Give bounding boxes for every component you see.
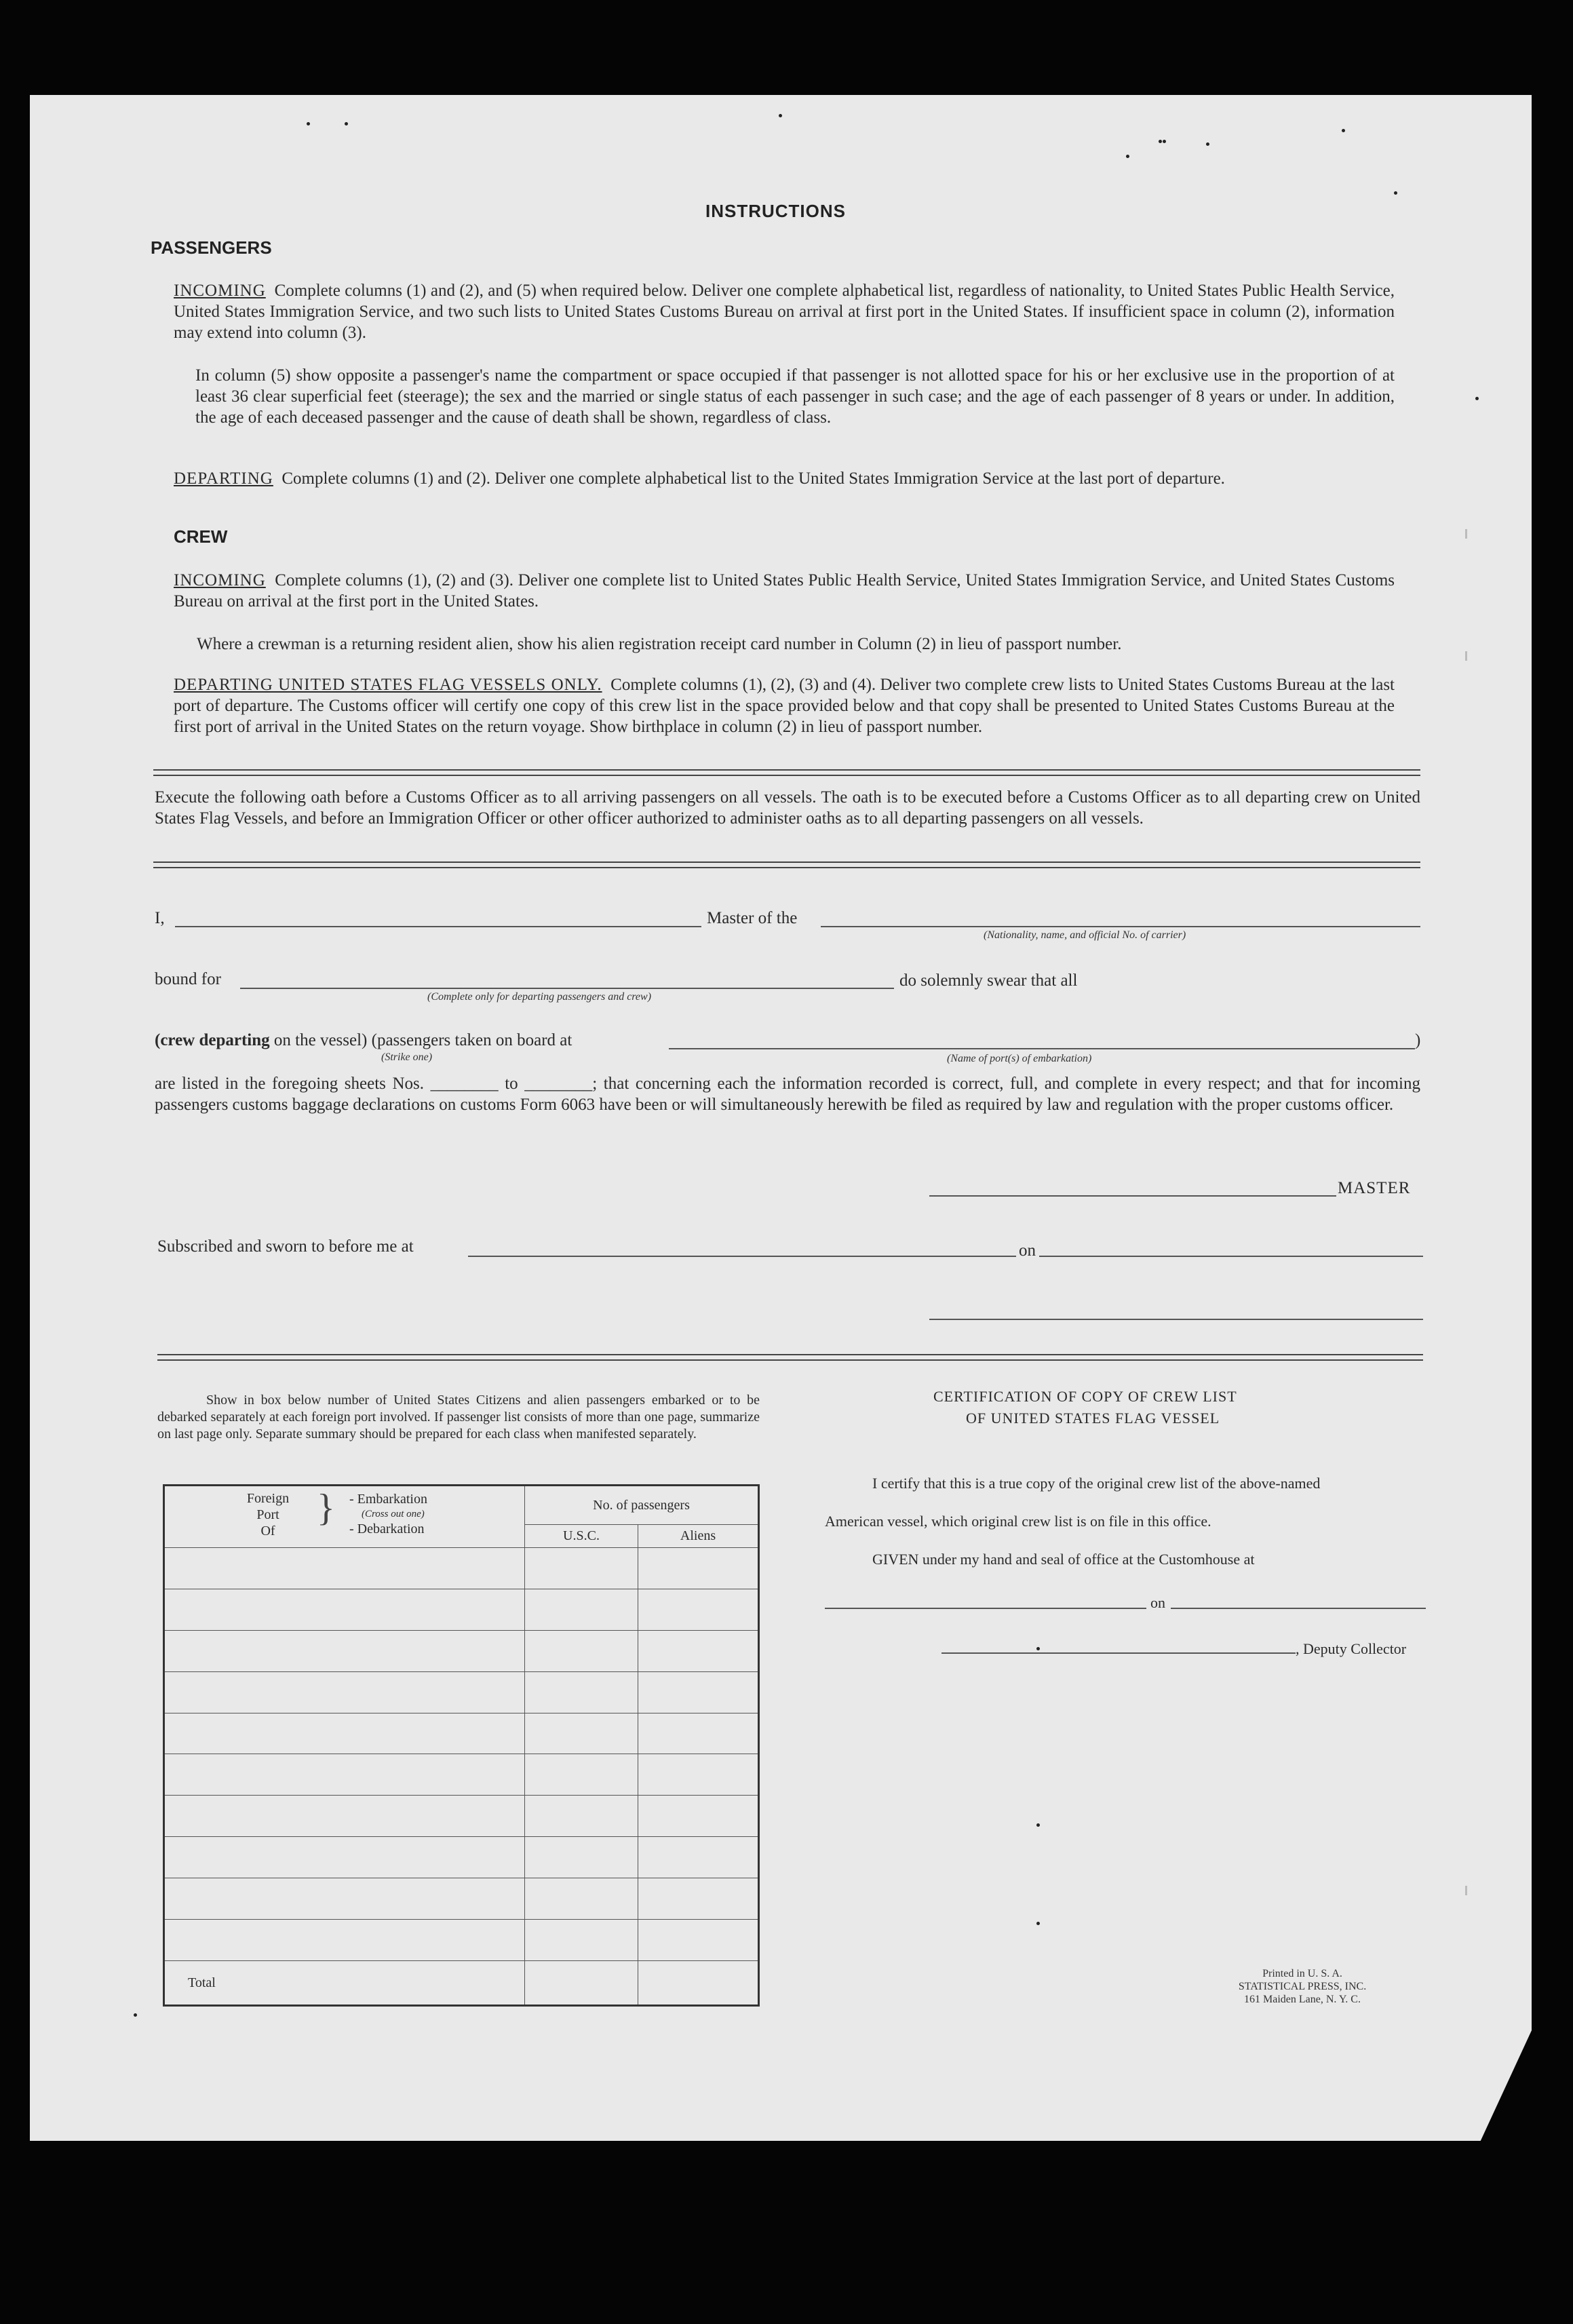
certify-text: I certify that this is a true copy of the original crew list of the above-named bbox=[872, 1475, 1321, 1492]
scan-speck bbox=[1036, 1823, 1040, 1827]
usc-cell[interactable] bbox=[525, 1837, 638, 1878]
table-row bbox=[164, 1671, 759, 1713]
aliens-cell[interactable] bbox=[638, 1796, 759, 1837]
total-row bbox=[164, 1961, 759, 2006]
scan-speck bbox=[134, 2013, 137, 2017]
aliens-cell[interactable] bbox=[638, 1837, 759, 1878]
certification-heading-line1: CERTIFICATION OF COPY OF CREW LIST bbox=[933, 1388, 1237, 1405]
aliens-cell[interactable] bbox=[638, 1671, 759, 1713]
aliens-total-cell[interactable] bbox=[638, 1961, 759, 2006]
embarkation-label: - Embarkation bbox=[349, 1492, 427, 1507]
table-row bbox=[164, 1630, 759, 1671]
usc-cell[interactable] bbox=[525, 1878, 638, 1920]
sworn-location-field[interactable] bbox=[468, 1256, 1016, 1257]
aliens-cell[interactable] bbox=[638, 1589, 759, 1630]
on-label: on bbox=[1019, 1241, 1036, 1260]
port-caption: (Name of port(s) of embarkation) bbox=[947, 1053, 1092, 1064]
aliens-cell[interactable] bbox=[638, 1878, 759, 1920]
table-row bbox=[164, 1548, 759, 1589]
scan-speck bbox=[345, 122, 348, 125]
no-of-passengers-header: No. of passengers bbox=[525, 1486, 759, 1525]
port-cell[interactable] bbox=[164, 1754, 525, 1796]
usc-total-cell[interactable] bbox=[525, 1961, 638, 2006]
aliens-cell[interactable] bbox=[638, 1920, 759, 1961]
scan-speck bbox=[307, 122, 310, 125]
passengers-taken-label: (passengers taken on board at bbox=[371, 1031, 572, 1049]
master-of-the-label: Master of the bbox=[707, 909, 798, 927]
passengers-departing-lead: DEPARTING bbox=[174, 469, 273, 488]
scan-speck bbox=[1206, 142, 1209, 146]
port-cell[interactable] bbox=[164, 1548, 525, 1589]
scan-speck bbox=[1475, 397, 1479, 400]
crew-incoming-lead: INCOMING bbox=[174, 571, 266, 589]
passengers-column5-paragraph: In column (5) show opposite a passenger's name the compartment or space occupied if that passenger is not allotted space for his or her exclusive use in the proportion of at least 36 clear superficial feet (steerage); the sex and the married or single status of each passenger in such case; and the age of each passenger of 8 years or under. In addition, the age of each deceased passenger and the cause of death shall be shown, regardless of class. bbox=[195, 366, 1395, 427]
port-cell[interactable] bbox=[164, 1589, 525, 1630]
port-label: Port bbox=[256, 1507, 279, 1522]
subscribed-label: Subscribed and sworn to before me at bbox=[157, 1237, 414, 1256]
scan-speck bbox=[1342, 129, 1345, 132]
usc-cell[interactable] bbox=[525, 1754, 638, 1796]
deputy-collector-signature-field[interactable] bbox=[941, 1652, 1296, 1654]
debarkation-label: - Debarkation bbox=[349, 1522, 425, 1536]
cross-out-caption: (Cross out one) bbox=[362, 1509, 425, 1519]
scan-speck bbox=[1394, 191, 1397, 195]
passengers-incoming-lead: INCOMING bbox=[174, 282, 266, 300]
port-cell[interactable] bbox=[164, 1920, 525, 1961]
double-rule bbox=[153, 769, 1420, 776]
usc-cell[interactable] bbox=[525, 1548, 638, 1589]
on-the-vessel-label: on the vessel) bbox=[273, 1031, 368, 1049]
bound-for-field[interactable] bbox=[240, 988, 894, 989]
bound-caption: (Complete only for departing passengers and crew) bbox=[427, 991, 652, 1003]
passengers-departing-paragraph bbox=[174, 468, 1395, 489]
table-row bbox=[164, 1920, 759, 1961]
master-signature-field[interactable] bbox=[929, 1195, 1336, 1197]
american-vessel-text: American vessel, which original crew list is on file in this office. bbox=[825, 1513, 1211, 1530]
crew-flag-paragraph bbox=[174, 674, 1395, 737]
scan-speck bbox=[1159, 140, 1162, 143]
usc-header: U.S.C. bbox=[525, 1525, 638, 1548]
aliens-cell[interactable] bbox=[638, 1713, 759, 1754]
embarkation-port-field[interactable] bbox=[669, 1048, 1415, 1049]
scan-mark bbox=[1465, 529, 1467, 539]
double-rule bbox=[157, 1354, 1423, 1361]
table-row bbox=[164, 1878, 759, 1920]
usc-cell[interactable] bbox=[525, 1630, 638, 1671]
oath-listed-paragraph: are listed in the foregoing sheets Nos. ________ to ________; that concerning each the information recorded is correct, full, and complete in every respect; and that for incoming passengers customs baggage declarations on customs Form 6063 have been or will simultaneously herewith be filed as required by law and regulation with the proper customs officer. bbox=[155, 1074, 1420, 1114]
bound-for-label: bound for bbox=[155, 970, 221, 988]
port-cell[interactable] bbox=[164, 1878, 525, 1920]
master-label: MASTER bbox=[1338, 1179, 1411, 1197]
passengers-incoming-text: Complete columns (1) and (2), and (5) when required below. Deliver one complete alphabetical list, regardless of nationality, to United States Public Health Service, United States Immigration Service, and two such lists to United States Customs Bureau on arrival at first port in the United States. If insufficient space in column (2), information may extend into column (3). bbox=[174, 282, 1395, 342]
table-row bbox=[164, 1837, 759, 1878]
close-paren: ) bbox=[1415, 1031, 1421, 1049]
oath-intro-paragraph: Execute the following oath before a Customs Officer as to all arriving passengers on all vessels. The oath is to be executed before a Customs Officer as to all departing crew on United States Flag Vessels, and before an Immigration Officer or other officer authorized to administer oaths as to all departing passengers on all vessels. bbox=[155, 788, 1420, 828]
crew-incoming-text: Complete columns (1), (2) and (3). Deliver one complete list to United States Public Health Service, United States Immigration Service, and United States Customs Bureau on arrival at the first port in the United States. bbox=[174, 571, 1395, 611]
page-title: INSTRUCTIONS bbox=[705, 201, 846, 221]
crew-resident-paragraph: Where a crewman is a returning resident alien, show his alien registration receipt card number in Column (2) in lieu of passport number. bbox=[197, 635, 1122, 653]
port-cell[interactable] bbox=[164, 1671, 525, 1713]
crew-flag-text: Complete columns (1), (2), (3) and (4). Deliver two complete crew lists to United States Customs Bureau at the last port of departure. The Customs officer will certify one copy of this crew list in the space provided below and that copy shall be presented to United States Customs Bureau at the first port of arrival in the United States on the return voyage. Show birthplace in column (2) in lieu of passport number. bbox=[174, 676, 1395, 736]
foreign-port-header: Foreign Port Of } - Embarkation (Cross out one) - Debarkation bbox=[164, 1486, 525, 1548]
crew-flag-lead: DEPARTING UNITED STATES FLAG VESSELS ONLY. bbox=[174, 676, 602, 694]
deputy-collector-label: , Deputy Collector bbox=[1296, 1640, 1407, 1657]
aliens-cell[interactable] bbox=[638, 1630, 759, 1671]
imprint-line1: Printed in U. S. A. bbox=[1262, 1968, 1342, 1979]
master-name-field[interactable] bbox=[175, 926, 701, 927]
imprint-line2: STATISTICAL PRESS, INC. bbox=[1238, 1981, 1367, 1992]
usc-cell[interactable] bbox=[525, 1920, 638, 1961]
certification-on-label: on bbox=[1150, 1594, 1165, 1611]
aliens-cell[interactable] bbox=[638, 1754, 759, 1796]
passengers-incoming-paragraph bbox=[174, 280, 1395, 343]
table-row bbox=[164, 1713, 759, 1754]
aliens-cell[interactable] bbox=[638, 1548, 759, 1589]
scan-speck bbox=[779, 114, 782, 117]
crew-departing-label: (crew departing bbox=[155, 1031, 270, 1049]
scan-speck bbox=[1036, 1647, 1040, 1650]
customhouse-field[interactable] bbox=[825, 1608, 1146, 1609]
usc-cell[interactable] bbox=[525, 1796, 638, 1837]
double-rule bbox=[153, 861, 1420, 868]
scan-speck bbox=[1163, 140, 1166, 143]
usc-cell[interactable] bbox=[525, 1589, 638, 1630]
certification-heading-line2: OF UNITED STATES FLAG VESSEL bbox=[966, 1410, 1220, 1427]
port-cell[interactable] bbox=[164, 1630, 525, 1671]
carrier-field[interactable] bbox=[821, 926, 1420, 927]
aliens-header: Aliens bbox=[638, 1525, 759, 1548]
sworn-date-field[interactable] bbox=[1039, 1256, 1423, 1257]
oath-vessel-line bbox=[155, 1031, 572, 1050]
certification-date-field[interactable] bbox=[1171, 1608, 1426, 1609]
table-row bbox=[164, 1754, 759, 1796]
usc-cell[interactable] bbox=[525, 1713, 638, 1754]
imprint-line3: 161 Maiden Lane, N. Y. C. bbox=[1244, 1994, 1361, 2005]
table-row bbox=[164, 1589, 759, 1630]
port-cell[interactable] bbox=[164, 1837, 525, 1878]
passenger-summary-table bbox=[163, 1484, 760, 2007]
given-text: GIVEN under my hand and seal of office at the Customhouse at bbox=[872, 1551, 1255, 1568]
carrier-caption: (Nationality, name, and official No. of carrier) bbox=[984, 929, 1186, 941]
scan-mark bbox=[1465, 651, 1467, 661]
port-cell[interactable] bbox=[164, 1796, 525, 1837]
summary-instructions: Show in box below number of United States Citizens and alien passengers embarked or to be debarked separately at each foreign port involved. If passenger list consists of more than one page, summarize on last page only. Separate summary should be prepared for each class when manifested separately. bbox=[157, 1393, 760, 1441]
printer-imprint bbox=[1201, 1967, 1404, 2006]
of-label: Of bbox=[260, 1524, 275, 1538]
strike-one-caption: (Strike one) bbox=[381, 1051, 433, 1063]
total-label: Total bbox=[164, 1961, 525, 2006]
passengers-departing-text: Complete columns (1) and (2). Deliver one complete alphabetical list to the United States Immigration Service at the last port of departure. bbox=[281, 469, 1225, 488]
crew-heading: CREW bbox=[174, 526, 228, 547]
scan-mark bbox=[1465, 1886, 1467, 1895]
foreign-label: Foreign bbox=[246, 1491, 290, 1506]
table-row bbox=[164, 1796, 759, 1837]
passengers-heading: PASSENGERS bbox=[151, 237, 272, 258]
usc-cell[interactable] bbox=[525, 1671, 638, 1713]
port-cell[interactable] bbox=[164, 1713, 525, 1754]
officer-signature-field[interactable] bbox=[929, 1319, 1423, 1320]
scan-speck bbox=[1126, 155, 1129, 158]
swear-text: do solemnly swear that all bbox=[899, 971, 1078, 990]
crew-incoming-paragraph bbox=[174, 570, 1395, 612]
oath-i-label: I, bbox=[155, 909, 165, 927]
scan-speck bbox=[1036, 1922, 1040, 1925]
